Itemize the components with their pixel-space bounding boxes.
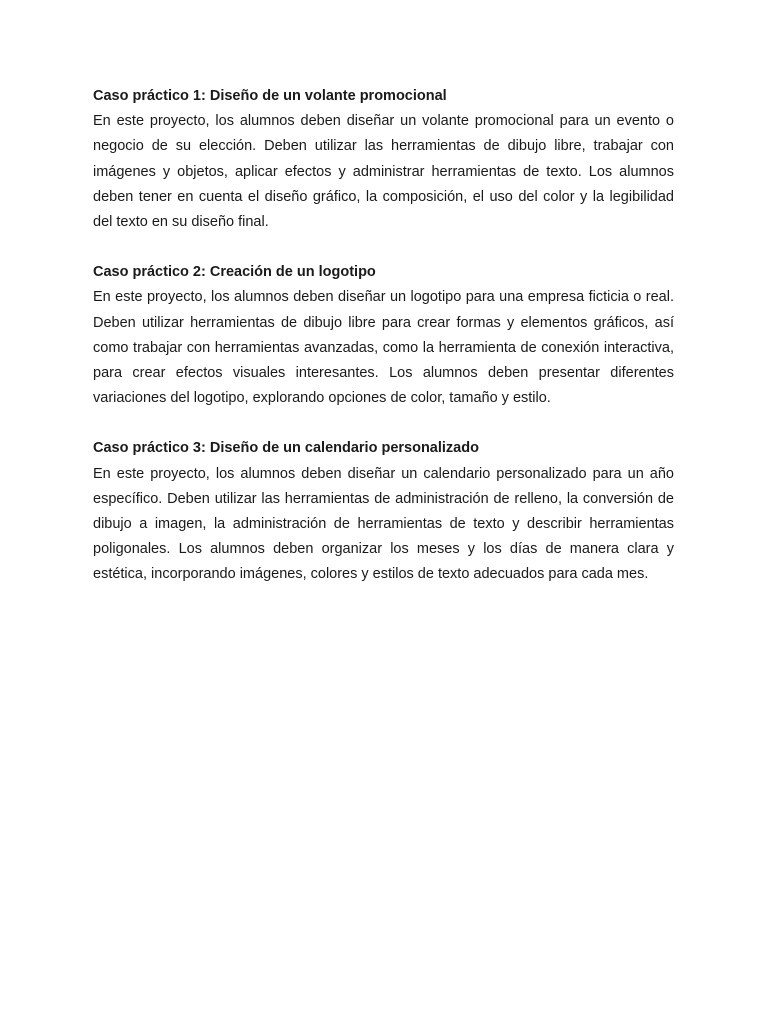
case-study-1 xyxy=(93,84,674,235)
case-study-1-title: Caso práctico 1: Diseño de un volante promocional xyxy=(93,88,447,104)
case-study-3 xyxy=(93,436,674,587)
case-study-3-body: En este proyecto, los alumnos deben diseñar un calendario personalizado para un año específico. Deben utilizar las herramientas de administración de relleno, la conversión de dibujo a imagen, la administración de herramientas de texto y describir herramientas poligonales. Los alumnos deben organizar los meses y los días de manera clara y estética, incorporando imágenes, colores y estilos de texto adecuados para cada mes. xyxy=(93,465,674,583)
case-study-2-body: En este proyecto, los alumnos deben diseñar un logotipo para una empresa ficticia o real. Deben utilizar herramientas de dibujo libre para crear formas y elementos gráficos, así como trabajar con herramientas avanzadas, como la herramienta de conexión interactiva, para crear efectos visuales interesantes. Los alumnos deben presentar diferentes variaciones del logotipo, explorando opciones de color, tamaño y estilo. xyxy=(93,289,674,407)
case-study-1-body: En este proyecto, los alumnos deben diseñar un volante promocional para un evento o negocio de su elección. Deben utilizar las herramientas de dibujo libre, trabajar con imágenes y objetos, aplicar efectos y administrar herramientas de texto. Los alumnos deben tener en cuenta el diseño gráfico, la composición, el uso del color y la legibilidad del texto en su diseño final. xyxy=(93,113,674,231)
case-study-2-title: Caso práctico 2: Creación de un logotipo xyxy=(93,264,376,281)
case-study-3-title: Caso práctico 3: Diseño de un calendario personalizado xyxy=(93,440,479,457)
document-page xyxy=(93,84,674,613)
case-study-2 xyxy=(93,260,674,411)
